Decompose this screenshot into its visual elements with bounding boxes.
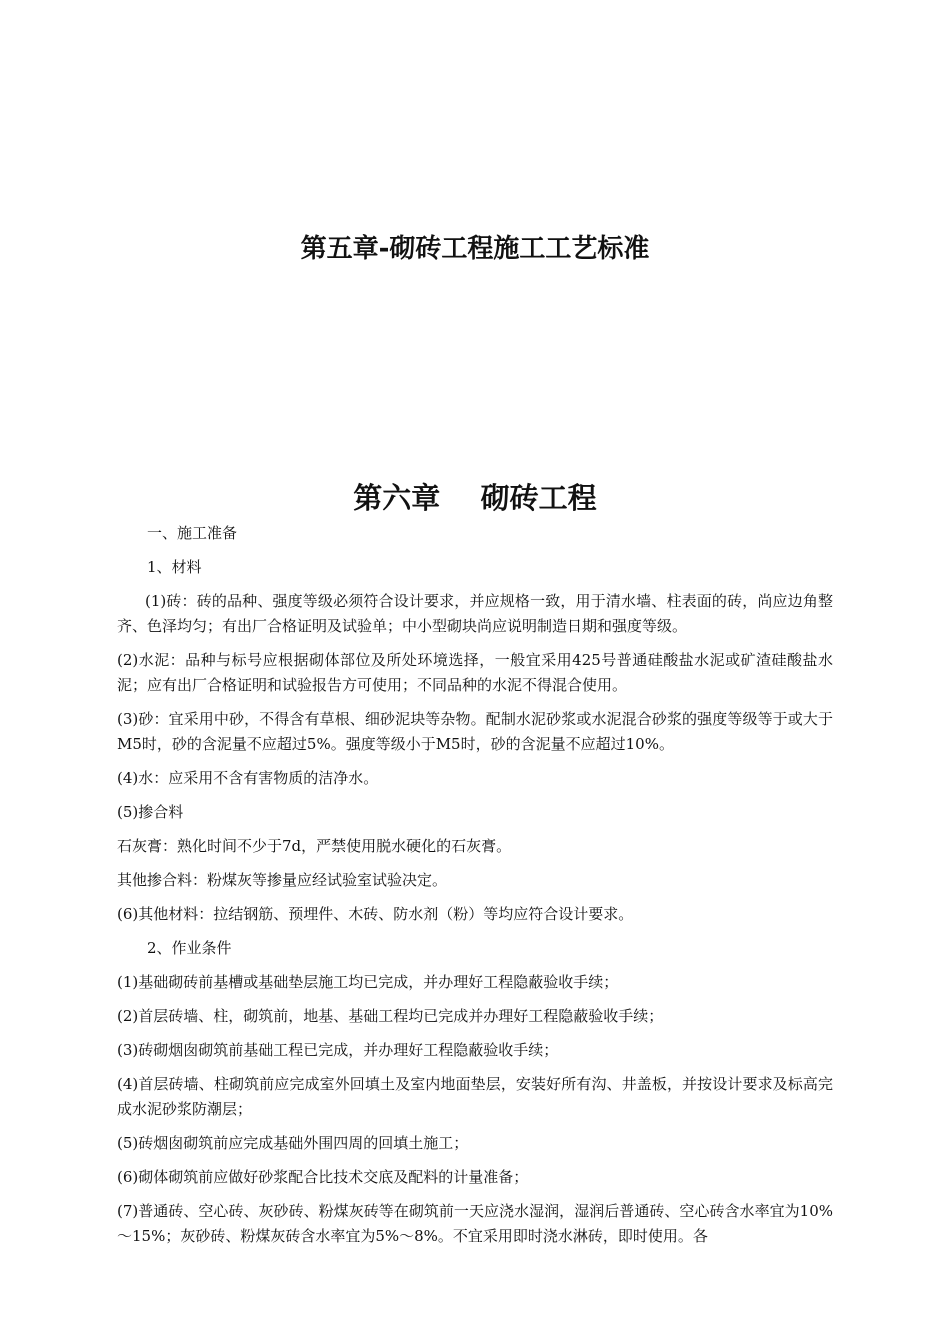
- paragraph: (3)砂：宜采用中砂，不得含有草根、细砂泥块等杂物。配制水泥砂浆或水泥混合砂浆的强度等级等于或大于M5时，砂的含泥量不应超过5%。强度等级小于M5时，砂的含泥量不应超过10%。: [117, 710, 833, 753]
- subsection-heading: 1、材料: [147, 558, 202, 576]
- paragraph: 其他掺合料：粉煤灰等掺量应经试验室试验决定。: [117, 871, 448, 889]
- paragraph: (2)水泥：品种与标号应根据砌体部位及所处环境选择，一般宜采用425号普通硅酸盐水泥或矿渣硅酸盐水泥；应有出厂合格证明和试验报告方可使用；不同品种的水泥不得混合使用。: [117, 651, 833, 694]
- paragraph: (5)砖烟囱砌筑前应完成基础外围四周的回填土施工；: [117, 1134, 469, 1152]
- paragraph: (6)其他材料：拉结钢筋、预埋件、木砖、防水剂（粉）等均应符合设计要求。: [117, 905, 634, 923]
- document-body: [117, 521, 833, 1258]
- paragraph: (6)砌体砌筑前应做好砂浆配合比技术交底及配料的计量准备；: [117, 1168, 529, 1186]
- paragraph: (7)普通砖、空心砖、灰砂砖、粉煤灰砖等在砌筑前一天应浇水湿润，湿润后普通砖、空心砖含水率宜为10%～15%；灰砂砖、粉煤灰砖含水率宜为5%～8%。不宜采用即时浇水淋砖，即时使用。各: [117, 1202, 833, 1245]
- section-heading: 一、施工准备: [147, 524, 238, 542]
- subsection-heading: 2、作业条件: [147, 939, 232, 957]
- paragraph: (2)首层砖墙、柱，砌筑前，地基、基础工程均已完成并办理好工程隐蔽验收手续；: [117, 1007, 664, 1025]
- paragraph: (4)首层砖墙、柱砌筑前应完成室外回填土及室内地面垫层，安装好所有沟、井盖板，并按设计要求及标高完成水泥砂浆防潮层；: [117, 1075, 833, 1118]
- document-title: 第五章-砌砖工程施工工艺标准: [300, 234, 650, 264]
- paragraph: (5)掺合料: [117, 803, 184, 821]
- paragraph: (4)水：应采用不含有害物质的洁净水。: [117, 769, 379, 787]
- paragraph: (1)砖：砖的品种、强度等级必须符合设计要求，并应规格一致，用于清水墙、柱表面的砖，尚应边角整齐、色泽均匀；有出厂合格证明及试验单；中小型砌块尚应说明制造日期和强度等级。: [117, 592, 833, 635]
- chapter-title: 第六章 砌砖工程: [353, 481, 597, 515]
- paragraph: (3)砖砌烟囱砌筑前基础工程已完成，并办理好工程隐蔽验收手续；: [117, 1041, 559, 1059]
- paragraph: (1)基础砌砖前基槽或基础垫层施工均已完成，并办理好工程隐蔽验收手续；: [117, 973, 619, 991]
- paragraph: 石灰膏：熟化时间不少于7d，严禁使用脱水硬化的石灰膏。: [117, 837, 512, 855]
